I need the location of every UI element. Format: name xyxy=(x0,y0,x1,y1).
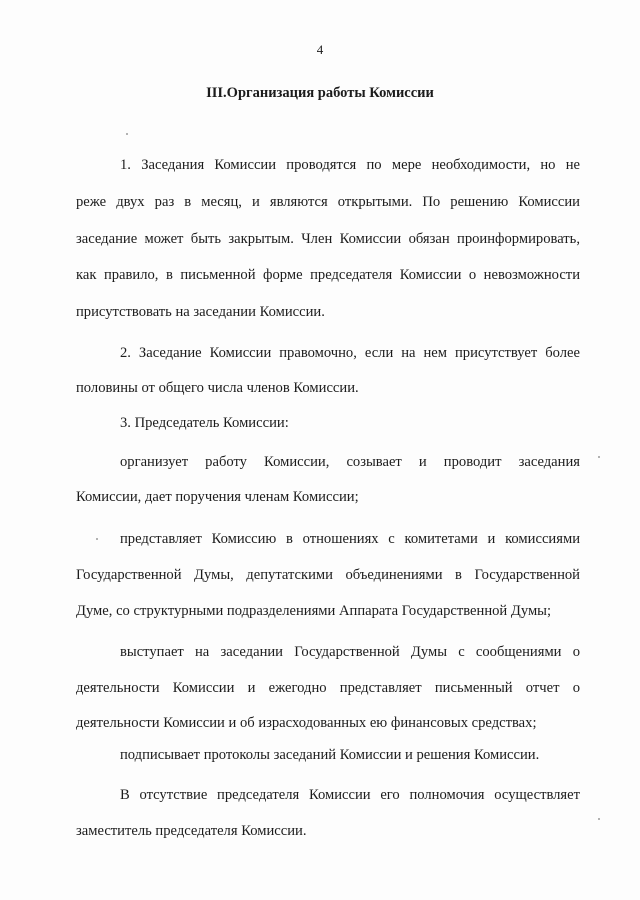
text-line: Комиссии, дает поручения членам Комиссии; xyxy=(76,489,359,505)
text-line: заседание может быть закрытым. Член Комиссии обязан проинформировать, xyxy=(76,231,580,247)
scan-speck xyxy=(598,818,600,820)
section-heading: III.Организация работы Комиссии xyxy=(206,85,434,101)
text-line: деятельности Комиссии и ежегодно представляет письменный отчет о xyxy=(76,680,580,696)
text-line: Государственной Думы, депутатскими объединениями в Государственной xyxy=(76,567,580,583)
text-line: как правило, в письменной форме председателя Комиссии о невозможности xyxy=(76,267,580,283)
text-line: 2. Заседание Комиссии правомочно, если на нем присутствует более xyxy=(120,345,580,361)
text-line: деятельности Комиссии и об израсходованных ею финансовых средствах; xyxy=(76,715,537,731)
scan-speck xyxy=(126,133,128,135)
text-line: выступает на заседании Государственной Думы с сообщениями о xyxy=(120,644,580,660)
text-line: Думе, со структурными подразделениями Аппарата Государственной Думы; xyxy=(76,603,552,619)
text-line: реже двух раз в месяц, и являются открытыми. По решению Комиссии xyxy=(76,194,580,210)
page-number: 4 xyxy=(316,42,324,57)
text-line: подписывает протоколы заседаний Комиссии и решения Комиссии. xyxy=(120,747,540,763)
text-line: половины от общего числа членов Комиссии. xyxy=(76,380,359,396)
scan-speck xyxy=(96,538,98,540)
text-line: организует работу Комиссии, созывает и проводит заседания xyxy=(120,454,580,470)
text-line: 1. Заседания Комиссии проводятся по мере необходимости, но не xyxy=(120,157,580,173)
text-line: заместитель председателя Комиссии. xyxy=(76,823,307,839)
text-line: представляет Комиссию в отношениях с комитетами и комиссиями xyxy=(120,531,580,547)
text-line: В отсутствие председателя Комиссии его полномочия осуществляет xyxy=(120,787,580,803)
text-line: 3. Председатель Комиссии: xyxy=(120,415,289,431)
scan-speck xyxy=(598,456,600,458)
text-line: присутствовать на заседании Комиссии. xyxy=(76,304,325,320)
